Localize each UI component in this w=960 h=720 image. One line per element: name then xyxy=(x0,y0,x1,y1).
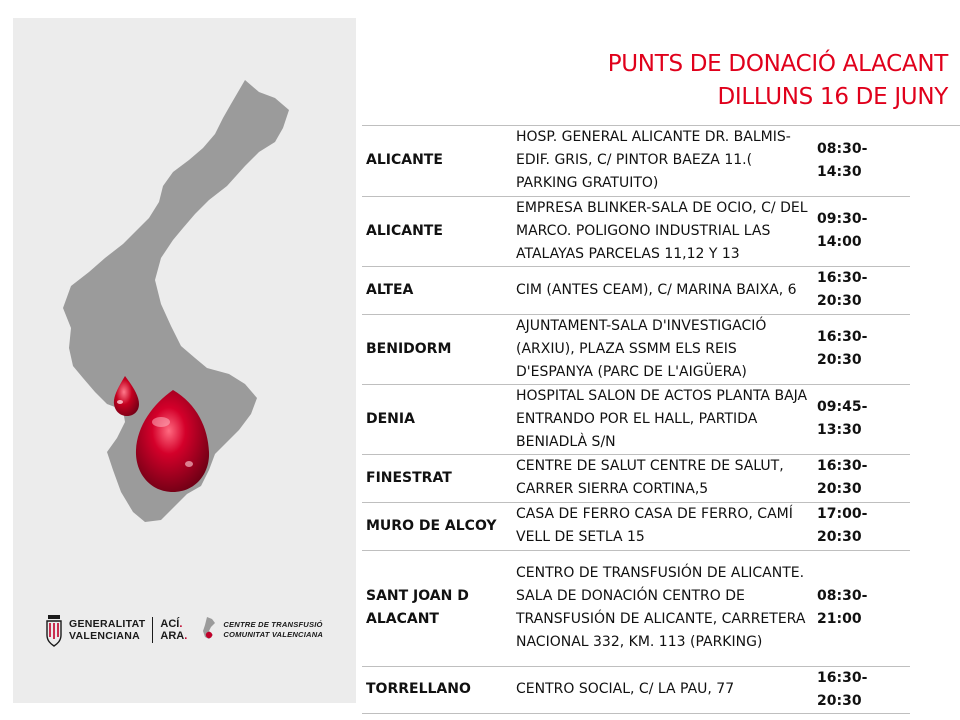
generalitat-emblem-icon xyxy=(45,613,63,647)
generalitat-line2: VALENCIANA xyxy=(69,630,141,642)
row-hours: 08:30-21:00 xyxy=(815,550,910,666)
row-city: ALTEA xyxy=(362,266,516,314)
row-hours: 09:30-14:00 xyxy=(815,196,910,266)
row-address: CENTRE DE SALUT CENTRE DE SALUT, CARRER SIERRA CORTINA,5 xyxy=(516,454,815,502)
row-address: CIM (ANTES CEAM), C/ MARINA BAIXA, 6 xyxy=(516,266,815,314)
row-city: DENIA xyxy=(362,384,516,454)
table-row xyxy=(362,384,910,454)
table-row xyxy=(362,126,910,196)
page-title xyxy=(608,48,948,114)
title-line1: PUNTS DE DONACIÓ ALACANT xyxy=(607,51,948,77)
row-city: SANT JOAN D ALACANT xyxy=(362,550,516,666)
table-row xyxy=(362,314,910,384)
valencian-community-map xyxy=(13,18,356,703)
row-hours: 16:30-20:30 xyxy=(815,314,910,384)
table-row xyxy=(362,550,910,666)
row-city: ALICANTE xyxy=(362,126,516,196)
transfusion-centre-logo xyxy=(223,620,323,640)
ara-dot: . xyxy=(184,630,188,642)
logos-bar xyxy=(45,610,335,650)
generalitat-line1: GENERALITAT xyxy=(69,618,146,630)
table-row xyxy=(362,454,910,502)
row-address: CENTRO SOCIAL, C/ LA PAU, 77 xyxy=(516,666,815,713)
aci-line2: ARA xyxy=(160,630,185,642)
transfusion-centre-emblem-icon xyxy=(199,615,219,645)
row-hours: 16:30-20:30 xyxy=(815,666,910,713)
aci-dot: . xyxy=(179,618,183,630)
row-hours: 16:30-20:30 xyxy=(815,266,910,314)
row-city: TORRELLANO xyxy=(362,666,516,713)
row-city: BENIDORM xyxy=(362,314,516,384)
row-address: HOSP. GENERAL ALICANTE DR. BALMIS-EDIF. GRIS, C/ PINTOR BAEZA 11.( PARKING GRATUITO) xyxy=(516,126,815,196)
aci-line1: ACÍ xyxy=(160,618,180,630)
row-hours: 08:30-14:30 xyxy=(815,126,910,196)
ct-line1: CENTRE DE TRANSFUSIÓ xyxy=(223,620,323,629)
row-hours: 09:45-13:30 xyxy=(815,384,910,454)
row-city: MURO DE ALCOY xyxy=(362,502,516,550)
row-address: HOSPITAL SALON DE ACTOS PLANTA BAJA ENTRANDO POR EL HALL, PARTIDA BENIADLÀ S/N xyxy=(516,384,815,454)
row-hours: 16:30-20:30 xyxy=(815,454,910,502)
row-address: AJUNTAMENT-SALA D'INVESTIGACIÓ (ARXIU), PLAZA SSMM ELS REIS D'ESPANYA (PARC DE L'AIGÜERA) xyxy=(516,314,815,384)
table-row xyxy=(362,266,910,314)
row-city: FINESTRAT xyxy=(362,454,516,502)
table-row xyxy=(362,196,910,266)
table-row xyxy=(362,666,910,713)
logo-separator xyxy=(152,617,153,643)
row-address: CASA DE FERRO CASA DE FERRO, CAMÍ VELL DE SETLA 15 xyxy=(516,502,815,550)
donation-points-table xyxy=(362,126,910,714)
row-hours: 17:00-20:30 xyxy=(815,502,910,550)
row-address: EMPRESA BLINKER-SALA DE OCIO, C/ DEL MARCO. POLIGONO INDUSTRIAL LAS ATALAYAS PARCELAS 11,12 Y 13 xyxy=(516,196,815,266)
ct-line2: COMUNITAT VALENCIANA xyxy=(223,630,324,639)
row-address: CENTRO DE TRANSFUSIÓN DE ALICANTE. SALA DE DONACIÓN CENTRO DE TRANSFUSIÓN DE ALICANTE, CARRETERA NACIONAL 332, KM. 113 (PARKING) xyxy=(516,550,815,666)
aci-ara-logo xyxy=(160,618,187,642)
title-line2: DILLUNS 16 DE JUNY xyxy=(717,84,948,110)
generalitat-logo xyxy=(69,618,145,642)
row-city: ALICANTE xyxy=(362,196,516,266)
table-row xyxy=(362,502,910,550)
side-panel xyxy=(13,18,356,703)
